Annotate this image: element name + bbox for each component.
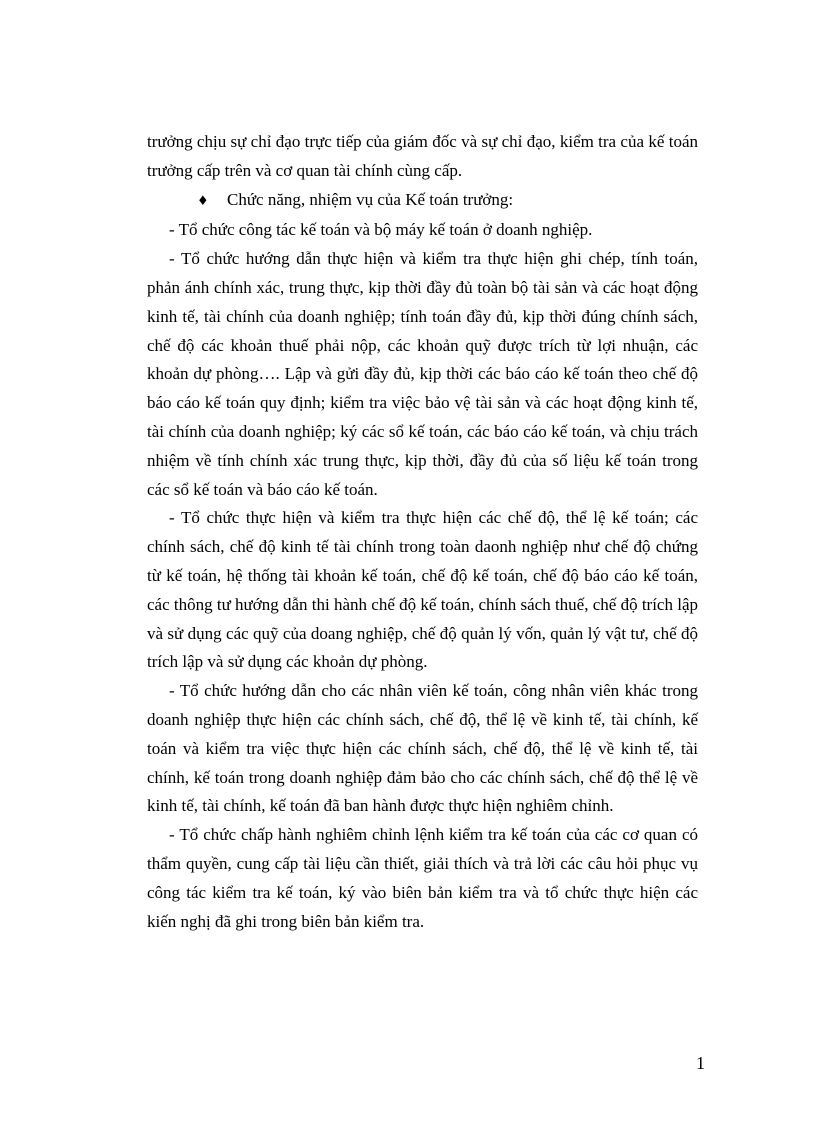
list-item: - Tổ chức chấp hành nghiêm chỉnh lệnh kiểm tra kế toán của các cơ quan có thẩm quyền, cung cấp tài liệu cần thiết, giải thích và trả lời các câu hỏi phục vụ công tác kiểm tra kế toán, ký vào biên bản kiểm tra và tổ chức thực hiện các kiến nghị đã ghi trong biên bản kiểm tra. bbox=[147, 825, 698, 931]
intro-paragraph: trưởng chịu sự chỉ đạo trực tiếp của giám đốc và sự chỉ đạo, kiểm tra của kế toán trưởng cấp trên và cơ quan tài chính cùng cấp. bbox=[147, 132, 698, 180]
list-item: - Tổ chức hướng dẫn cho các nhân viên kế toán, công nhân viên khác trong doanh nghiệp thực hiện các chính sách, chế độ, thể lệ về kinh tế, tài chính, kế toán và kiểm tra việc thực hiện các chính sách, chế độ, thể lệ về kinh tế, tài chính, kế toán trong doanh nghiệp đảm bảo cho các chính sách, chế độ thể lệ về kinh tế, tài chính, kế toán đã ban hành được thực hiện nghiêm chỉnh. bbox=[147, 681, 698, 816]
list-item: - Tổ chức công tác kế toán và bộ máy kế toán ở doanh nghiệp. bbox=[169, 220, 593, 240]
diamond-bullet-icon: ♦ bbox=[197, 193, 209, 209]
page-number: 1 bbox=[696, 1053, 705, 1073]
list-item: - Tổ chức hướng dẫn thực hiện và kiểm tra thực hiện ghi chép, tính toán, phản ánh chính xác, trung thực, kịp thời đầy đủ toàn bộ tài sản và các hoạt động kinh tế, tài chính của doanh nghiệp; tính toán đầy đủ, kịp thời đúng chính sách, chế độ các khoản thuế phải nộp, các khoản quỹ được trích từ lợi nhuận, các khoản dự phòng…. Lập và gửi đầy đủ, kịp thời các báo cáo kế toán theo chế độ báo cáo kế toán quy định; kiểm tra việc bảo vệ tài sản và các hoạt động kinh tế, tài chính của doanh nghiệp; ký các sổ kế toán, các báo cáo kế toán, và chịu trách nhiệm về tính chính xác trung thực, kịp thời, đầy đủ của số liệu kế toán trong các sổ kế toán và báo cáo kế toán. bbox=[147, 249, 698, 499]
section-heading bbox=[147, 186, 698, 217]
list-item: - Tổ chức thực hiện và kiểm tra thực hiện các chế độ, thể lệ kế toán; các chính sách, chế độ kinh tế tài chính trong toàn daonh nghiệp như chế độ chứng từ kế toán, hệ thống tài khoản kế toán, chế độ kế toán, chế độ báo cáo kế toán, các thông tư hướng dẫn thi hành chế độ kế toán, chính sách thuế, chế độ trích lập và sử dụng các quỹ của doang nghiệp, chế độ quản lý vốn, quản lý vật tư, chế độ trích lập và sử dụng các khoản dự phòng. bbox=[147, 508, 698, 672]
section-heading-text: Chức năng, nhiệm vụ của Kế toán trưởng: bbox=[227, 189, 514, 209]
document-body bbox=[147, 128, 698, 936]
